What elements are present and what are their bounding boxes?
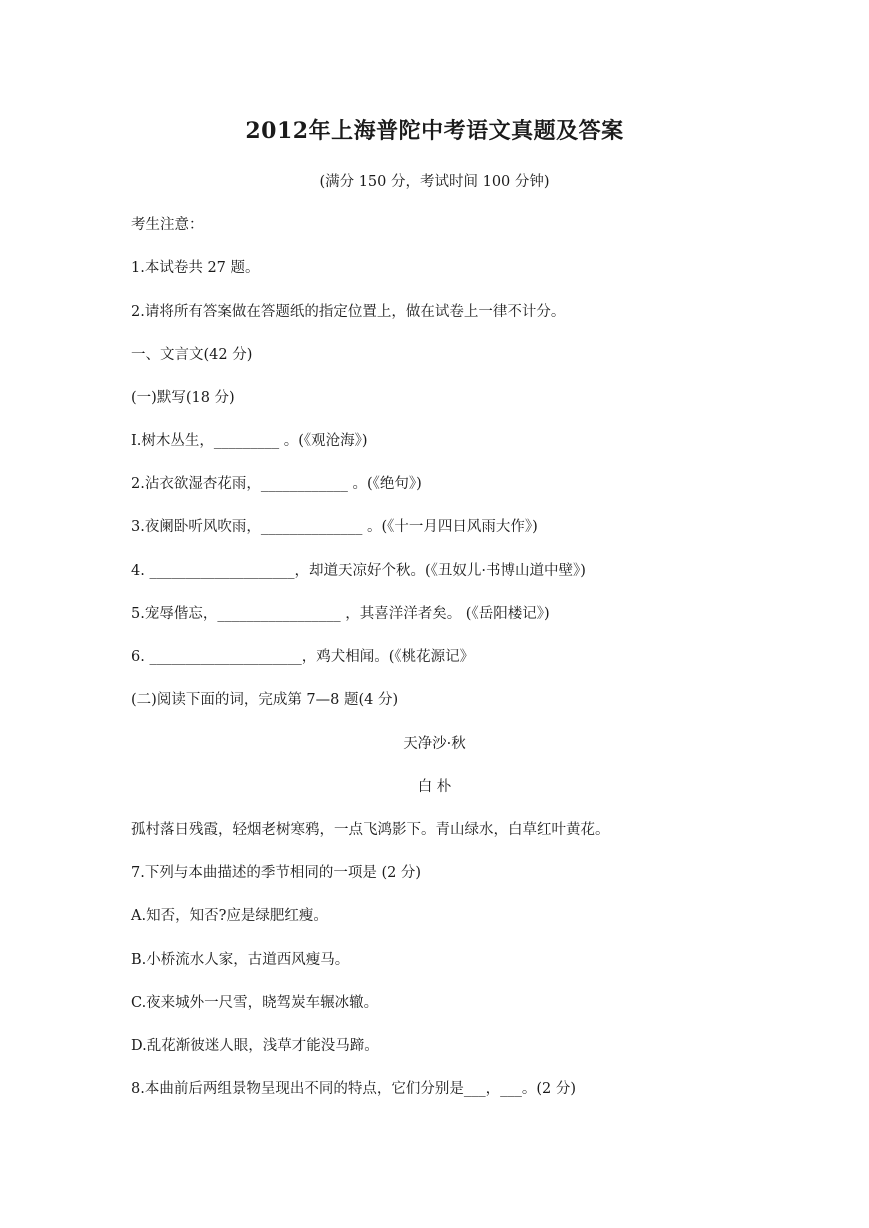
document-subtitle: (满分 150 分，考试时间 100 分钟)	[319, 174, 550, 190]
answer-option: D.乱花渐彼迷人眼，浅草才能没马蹄。	[131, 1038, 379, 1054]
poem-author: 白 朴	[417, 779, 452, 795]
dictation-question: 4. ____________________，却道天凉好个秋。(《丑奴儿·书博山道中壁》)	[131, 563, 586, 579]
question-stem: 7.下列与本曲描述的季节相同的一项是 (2 分)	[131, 865, 422, 881]
document-title: 2012年上海普陀中考语文真题及答案	[245, 118, 624, 144]
poem-title: 天净沙·秋	[403, 736, 466, 752]
part-heading: (一)默写(18 分)	[131, 390, 235, 406]
question-stem: 8.本曲前后两组景物呈现出不同的特点，它们分别是___，___。(2 分)	[131, 1081, 576, 1097]
dictation-question: 3.夜阑卧听风吹雨，______________ 。(《十一月四日风雨大作》)	[131, 519, 538, 535]
notice-heading: 考生注意：	[131, 217, 204, 233]
dictation-question: 5.宠辱偕忘，_________________ ，其喜洋洋者矣。 (《岳阳楼记》)	[131, 606, 550, 622]
part-heading: (二)阅读下面的词，完成第 7—8 题(4 分)	[131, 692, 399, 708]
answer-option: C.夜来城外一尺雪，晓驾炭车辗冰辙。	[131, 995, 379, 1011]
answer-option: A.知否，知否?应是绿肥红瘦。	[131, 908, 328, 924]
answer-option: B.小桥流水人家，古道西风瘦马。	[131, 952, 350, 968]
dictation-question: 6. _____________________，鸡犬相闻。(《桃花源记》	[131, 649, 475, 665]
dictation-question: 2.沾衣欲湿杏花雨，____________ 。(《绝句》)	[131, 476, 422, 492]
notice-item: 2.请将所有答案做在答题纸的指定位置上，做在试卷上一律不计分。	[131, 304, 566, 320]
dictation-question: I.树木丛生，_________ 。(《观沧海》)	[131, 433, 368, 449]
section-heading: 一、文言文(42 分)	[131, 347, 253, 363]
poem-text: 孤村落日残霞，轻烟老树寒鸦，一点飞鸿影下。青山绿水，白草红叶黄花。	[131, 822, 610, 838]
notice-item: 1.本试卷共 27 题。	[131, 260, 260, 276]
